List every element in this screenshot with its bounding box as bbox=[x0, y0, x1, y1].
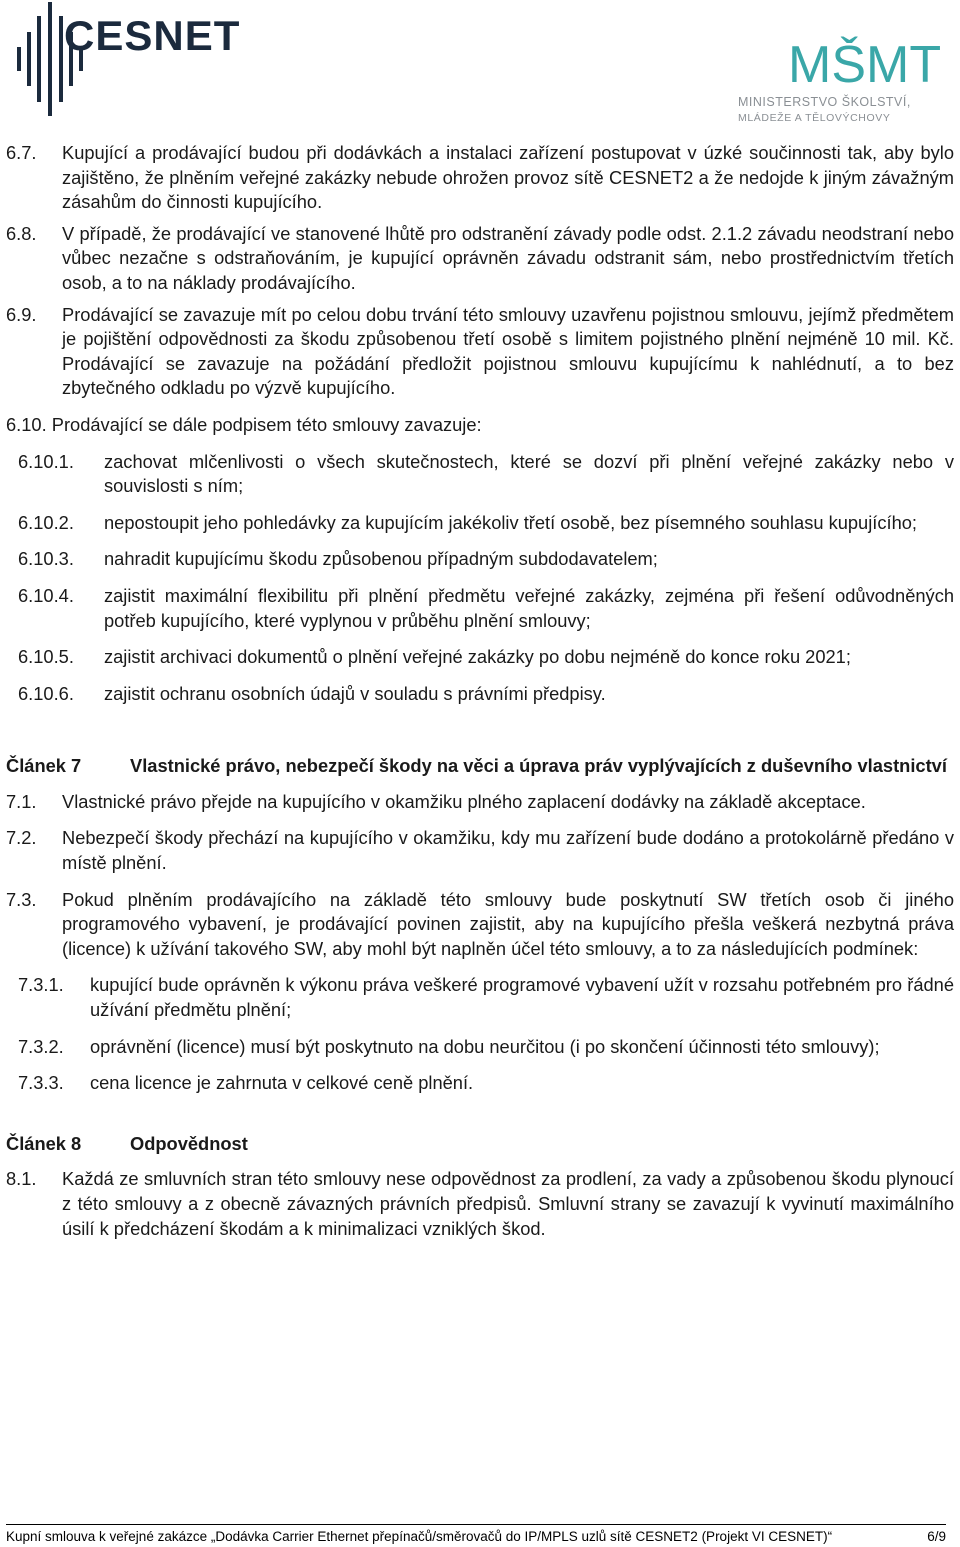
clause-text: Vlastnické právo přejde na kupujícího v okamžiku plného zaplacení dodávky na základě akceptace. bbox=[62, 790, 866, 812]
clause-7-3-1 bbox=[0, 973, 960, 1022]
clause-text: nepostoupit jeho pohledávky za kupujícím jakékoliv třetí osobě, bez písemného souhlasu kupujícího; bbox=[104, 511, 917, 533]
article-title: Vlastnické právo, nebezpečí škody na věci a úprava práv vyplývajících z duševního vlastnictví bbox=[130, 755, 947, 777]
cesnet-logo-text: CESNET bbox=[64, 12, 241, 59]
clause-text: nahradit kupujícímu škodu způsobenou případným subdodavatelem; bbox=[104, 548, 658, 570]
clause-number: 7.3.1. bbox=[18, 974, 64, 996]
clause-6-10-2 bbox=[0, 511, 960, 536]
msmt-ministry-line1: MINISTERSTVO ŠKOLSTVÍ, bbox=[738, 95, 911, 109]
clause-number: 7.1. bbox=[6, 790, 37, 812]
clause-8-1 bbox=[0, 1167, 960, 1241]
clause-number: 6.10. bbox=[6, 413, 47, 435]
clause-7-2 bbox=[0, 826, 960, 875]
page-header bbox=[0, 0, 960, 130]
clause-6-10-5 bbox=[0, 645, 960, 670]
msmt-logo bbox=[730, 20, 950, 130]
clause-7-1 bbox=[0, 790, 960, 815]
clause-number: 7.3. bbox=[6, 888, 37, 910]
clause-text: Prodávající se dále podpisem této smlouvy zavazuje: bbox=[51, 413, 482, 435]
clause-text: V případě, že prodávající ve stanovené lhůtě pro odstranění závady podle odst. 2.1.2 závadu neodstraní nebo vůbec nezačne s odstraňováním, je kupující oprávněn závadu odstranit sám, nebo prostřednictvím třetích osob, a to na náklady prodávajícího. bbox=[62, 222, 954, 293]
clause-number: 6.10.2. bbox=[18, 511, 74, 533]
article-7-heading bbox=[0, 754, 960, 779]
clause-number: 6.8. bbox=[6, 222, 37, 244]
clause-number: 8.1. bbox=[6, 1168, 37, 1190]
clause-number: 7.3.3. bbox=[18, 1072, 64, 1094]
clause-6-10-3 bbox=[0, 547, 960, 572]
page-footer bbox=[6, 1524, 946, 1546]
clause-6-10-6 bbox=[0, 682, 960, 707]
clause-number: 6.10.1. bbox=[18, 450, 74, 472]
clause-text: Prodávající se zavazuje mít po celou dobu trvání této smlouvy uzavřenu pojistnou smlouvu, jejímž předmětem je pojištění odpovědnosti za škodu způsobenou třetí osobě s limitem pojistného plnění nejméně 10 mil. Kč. Prodávající se zavazuje na požádání předložit pojistnou smlouvu kupujícímu k nahlédnutí, a to bez zbytečného odkladu po výzvě kupujícího. bbox=[62, 303, 954, 399]
clause-text: zajistit maximální flexibilitu při plnění předmětu veřejné zakázky, zejména při řešení odůvodněných potřeb kupujícího, které vyplynou v průběhu plnění smlouvy; bbox=[104, 584, 954, 631]
clause-number: 6.9. bbox=[6, 303, 37, 325]
clause-7-3-2 bbox=[0, 1035, 960, 1060]
clause-text: zajistit archivaci dokumentů o plnění veřejné zakázky po dobu nejméně do konce roku 2021; bbox=[104, 646, 851, 668]
clause-number: 6.10.4. bbox=[18, 584, 74, 606]
clause-6-10 bbox=[0, 413, 960, 438]
clause-6-9 bbox=[0, 303, 960, 401]
clause-text: Nebezpečí škody přechází na kupujícího v okamžiku, kdy mu zařízení bude dodáno a protokolárně předáno v místě plnění. bbox=[62, 827, 954, 874]
clause-6-10-1 bbox=[0, 450, 960, 499]
clause-number: 7.3.2. bbox=[18, 1035, 64, 1057]
clause-6-8 bbox=[0, 222, 960, 296]
article-number: Článek 7 bbox=[6, 755, 82, 777]
clause-text: cena licence je zahrnuta v celkové ceně plnění. bbox=[90, 1072, 474, 1094]
clause-text: Kupující a prodávající budou při dodávkách a instalaci zařízení postupovat v úzké součinnosti tak, aby bylo zajištěno, že plněním veřejné zakázky nebude ohrožen provoz sítě CESNET2 a že nedojde k jiným závažným zásahům do činnosti kupujícího. bbox=[62, 142, 954, 213]
clause-text: Pokud plněním prodávajícího na základě této smlouvy bude poskytnutí SW třetích osob či jiného programového vybavení, je prodávající povinen zajistit, aby na kupujícího přešla veškerá nezbytná práva (licence) k užívání takového SW, aby mohl být naplněn účel této smlouvy, a to za následujících podmínek: bbox=[62, 888, 954, 959]
msmt-ministry-line2: MLÁDEŽE A TĚLOVÝCHOVY bbox=[738, 112, 891, 124]
document-body bbox=[0, 141, 960, 1241]
clause-text: oprávnění (licence) musí být poskytnuto na dobu neurčitou (i po skončení účinnosti této smlouvy); bbox=[90, 1035, 880, 1057]
clause-text: zachovat mlčenlivosti o všech skutečnostech, které se dozví při plnění veřejné zakázky nebo v souvislosti s ním; bbox=[104, 450, 954, 497]
cesnet-logo bbox=[0, 0, 280, 118]
clause-7-3-3 bbox=[0, 1071, 960, 1096]
clause-text: Každá ze smluvních stran této smlouvy nese odpovědnost za prodlení, za vady a způsobenou škodu plynoucí z této smlouvy a z obecně závazných právních předpisů. Smluvní strany se zavazují k vyvinutí maximálního úsilí k předcházení škodám a k minimalizaci vzniklých škod. bbox=[62, 1168, 954, 1239]
clause-number: 6.10.5. bbox=[18, 646, 74, 668]
clause-number: 6.10.3. bbox=[18, 548, 74, 570]
article-8-heading bbox=[0, 1132, 960, 1157]
clause-6-10-4 bbox=[0, 584, 960, 633]
page-number: 6/9 bbox=[927, 1529, 946, 1544]
msmt-logo-text: MŠMT bbox=[788, 36, 942, 94]
clause-number: 7.2. bbox=[6, 827, 37, 849]
clause-7-3 bbox=[0, 888, 960, 962]
clause-text: kupující bude oprávněn k výkonu práva veškeré programové vybavení užít v rozsahu potřebném pro řádné užívání předmětu plnění; bbox=[90, 974, 954, 1021]
clause-number: 6.7. bbox=[6, 142, 37, 163]
clause-text: zajistit ochranu osobních údajů v souladu s právními předpisy. bbox=[104, 682, 606, 704]
clause-number: 6.10.6. bbox=[18, 682, 74, 704]
article-title: Odpovědnost bbox=[130, 1132, 248, 1154]
article-number: Článek 8 bbox=[6, 1132, 82, 1154]
footer-contract-title: Kupní smlouva k veřejné zakázce „Dodávka Carrier Ethernet přepínačů/směrovačů do IP/MPLS uzlů sítě CESNET2 (Projekt VI CESNET)“ bbox=[6, 1529, 833, 1544]
clause-6-7 bbox=[0, 141, 960, 215]
